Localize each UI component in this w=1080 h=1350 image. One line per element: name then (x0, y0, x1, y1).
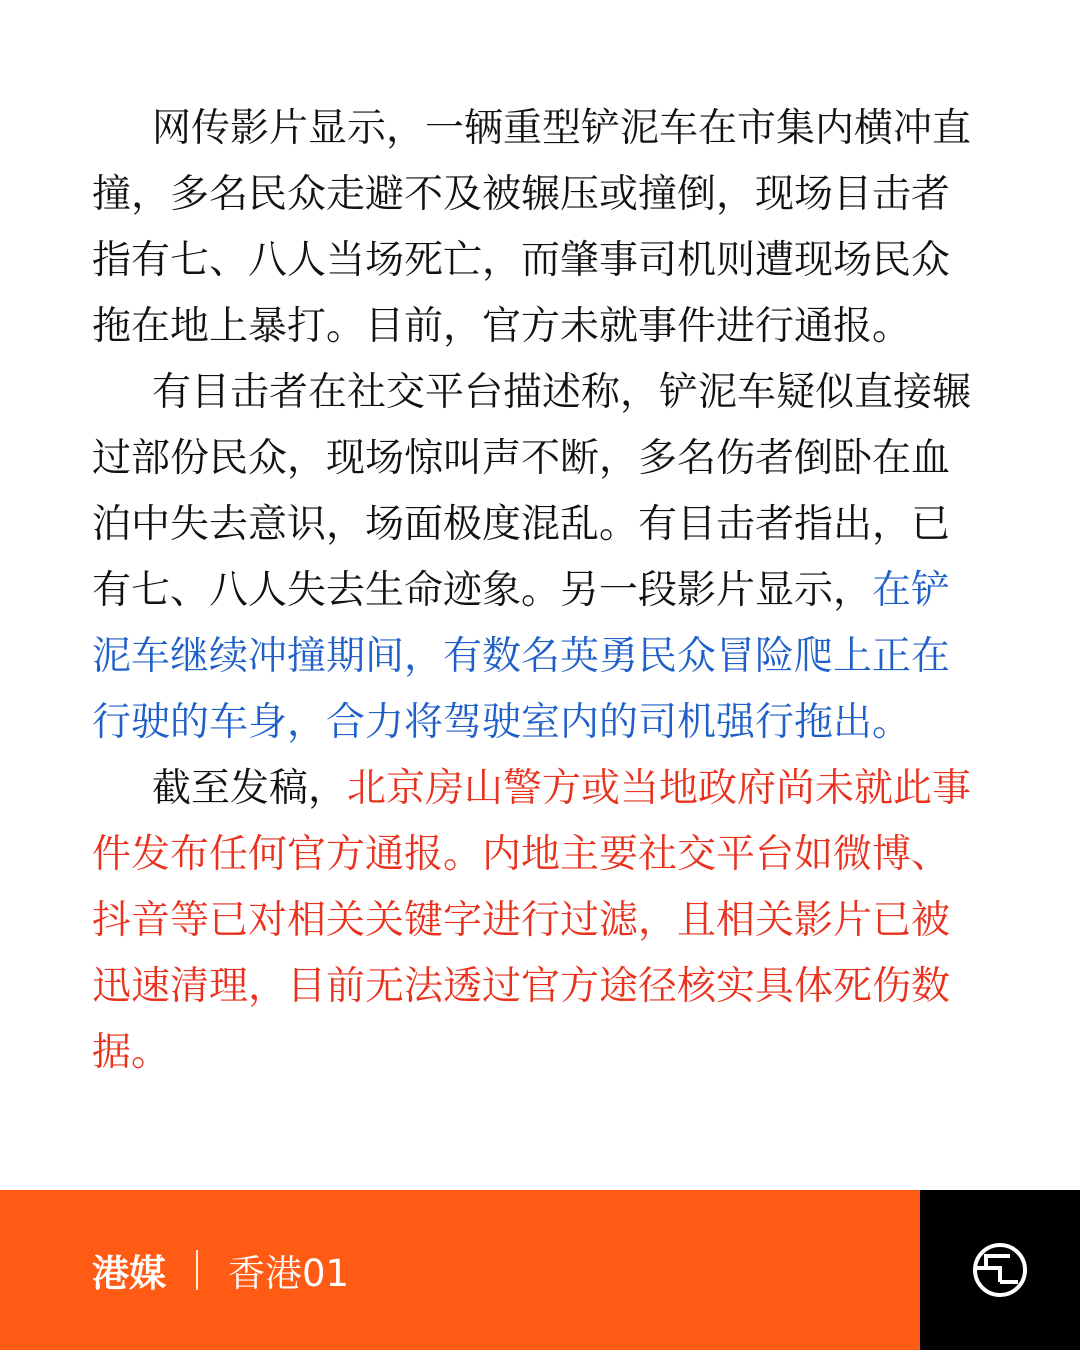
paragraph-2-text: 有目击者在社交平台描述称，铲泥车疑似直接辗过部份民众，现场惊叫声不断，多名伤者倒卧在血泊中失去意识，场面极度混乱。有目击者指出，已有七、八人失去生命迹象。另一段影片显示， (92, 370, 972, 613)
paragraph-3-highlight: 北京房山警方或当地政府尚未就此事件发布任何官方通报。内地主要社交平台如微博、抖音等已对相关关键字进行过滤，且相关影片已被迅速清理，目前无法透过官方途径核实具体死伤数据。 (92, 766, 972, 1075)
paragraph-1 (92, 96, 988, 360)
hk01-logo-icon (972, 1242, 1028, 1298)
footer-section-label: 港媒 (92, 1252, 166, 1295)
footer-divider (196, 1250, 198, 1290)
paragraph-1-text: 网传影片显示，一辆重型铲泥车在市集内横冲直撞，多名民众走避不及被辗压或撞倒，现场目击者指有七、八人当场死亡，而肇事司机则遭现场民众拖在地上暴打。目前，官方未就事件进行通报。 (92, 106, 972, 349)
paragraph-3 (92, 756, 988, 1086)
paragraph-2-highlight: 在铲泥车继续冲撞期间，有数名英勇民众冒险爬上正在行驶的车身，合力将驾驶室内的司机强行拖出。 (92, 568, 951, 745)
footer-bar (0, 1190, 1080, 1350)
article-body (92, 96, 988, 1086)
footer-source-label: 香港01 (228, 1252, 350, 1295)
paragraph-2 (92, 360, 988, 756)
footer-logo-block (920, 1190, 1080, 1350)
footer-label-area (0, 1190, 920, 1350)
paragraph-3-text: 截至发稿， (152, 766, 348, 811)
